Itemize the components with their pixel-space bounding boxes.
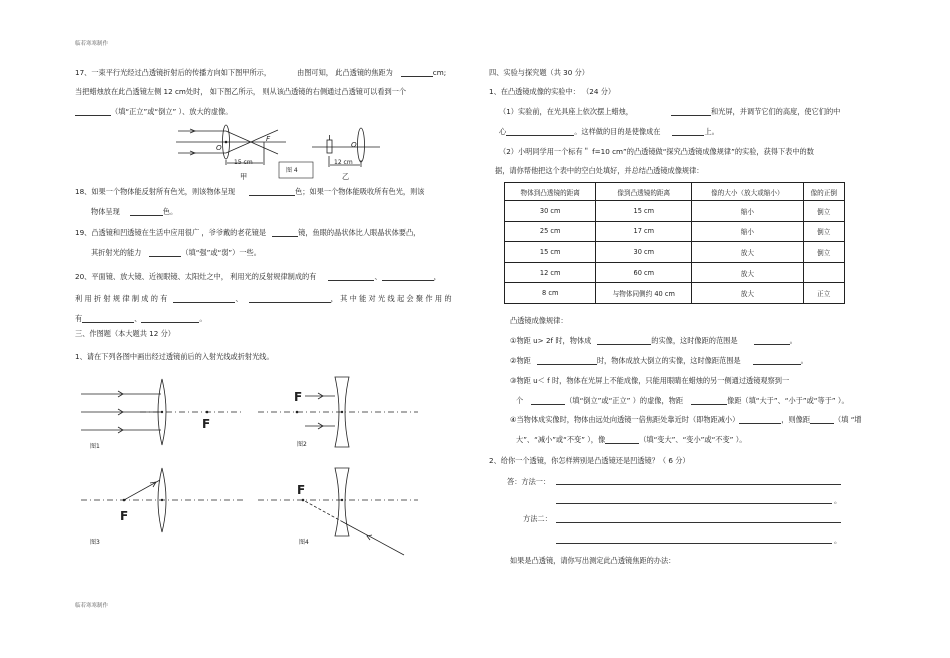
answer-blank[interactable] bbox=[810, 416, 834, 424]
q18-text-b: 色；如果一个物体能吸收所有色光，则该 bbox=[295, 187, 425, 196]
fig4-caption: 图4 bbox=[299, 539, 309, 546]
q20-text-d: 有 bbox=[75, 314, 83, 323]
q2-title: 2、给你一个透镜，你怎样辨别是凸透镜还是凹透镜？（ 6 分） bbox=[489, 456, 690, 465]
table-cell: 与物体同侧约 40 cm bbox=[596, 283, 692, 304]
q17-text: 17、一束平行光经过凸透镜折射后的传播方向如下图甲所示， bbox=[75, 68, 272, 77]
law-4 bbox=[510, 415, 862, 424]
answer-blank[interactable] bbox=[672, 128, 704, 136]
table-cell: 30 cm bbox=[505, 201, 596, 222]
law-2-text: ②物距 bbox=[510, 356, 531, 365]
fig1-caption: 图1 bbox=[90, 443, 100, 450]
table-cell: 倒立 bbox=[803, 201, 844, 222]
fig2-caption: 图2 bbox=[297, 441, 307, 448]
method1-line1[interactable] bbox=[556, 484, 841, 485]
method1-period: 。 bbox=[834, 496, 842, 505]
q19-line1 bbox=[75, 228, 420, 237]
table-cell: 放大 bbox=[692, 283, 803, 304]
answer-blank[interactable] bbox=[130, 208, 163, 216]
fig2-label-F: F bbox=[294, 390, 303, 404]
q20-text-c: ， 其 中 能 对 光 线 起 会 聚 作 用 的 bbox=[330, 294, 452, 303]
q20-text: 20、平面镜、放大镜、近视眼镜、太阳灶之中， 利用光的反射规律制成的有 bbox=[75, 272, 317, 281]
answer-blank[interactable] bbox=[671, 108, 711, 116]
q19-text: 19、凸透镜和凹透镜在生活中应用很广 ，爷爷戴的老花镜是 bbox=[75, 228, 267, 237]
label-12cm: 12 cm bbox=[334, 159, 353, 166]
table-cell: 8 cm bbox=[505, 283, 596, 304]
exp1-step2: （2）小明同学用一个标有＂ f=10 cm”的凸透镜做“探究凸透镜成像规律”的实验，获得下表中的数 bbox=[499, 147, 814, 156]
table-cell: 25 cm bbox=[505, 221, 596, 242]
answer-blank[interactable] bbox=[82, 315, 134, 323]
answer-blank[interactable] bbox=[249, 295, 331, 303]
table-header-row bbox=[505, 183, 845, 201]
table-cell: 15 cm bbox=[596, 201, 692, 222]
law-1-text-b: 的实像，这时像距的范围是 bbox=[651, 336, 738, 345]
fig3-label-F: F bbox=[120, 509, 129, 523]
q20-line3: 有 、 。 bbox=[75, 314, 207, 323]
law-3-text-c: 像距（填“大于”、“小于”或“等于” ）。 bbox=[727, 396, 849, 405]
q17-text-c: （填“正立”或“倒立” ）、放大的虚像。 bbox=[111, 107, 233, 116]
last-question: 如果是凸透镜，请你写出测定此凸透镜焦距的办法： bbox=[510, 556, 676, 565]
q18-text: 18、如果一个物体能反射所有色光，则该物体呈现 bbox=[75, 187, 236, 196]
table-cell: 缩小 bbox=[692, 221, 803, 242]
answer-blank[interactable] bbox=[531, 397, 565, 405]
q19-text-c: 其折射光的能力 bbox=[91, 248, 142, 257]
law-1-text-c: 。 bbox=[789, 336, 797, 345]
table-cell: 30 cm bbox=[596, 242, 692, 263]
q18-line2 bbox=[91, 207, 177, 216]
label-jia: 甲 bbox=[240, 172, 248, 181]
answer-blank[interactable] bbox=[382, 273, 434, 281]
exp1-text-c: 心 bbox=[499, 127, 507, 136]
method2-label: 方法二： bbox=[523, 514, 552, 523]
table-header: 像的正倒 bbox=[803, 183, 844, 201]
draw-question: 1、请在下列各图中画出经过透镜前后的入射光线或折射光线。 bbox=[75, 352, 274, 361]
table-row bbox=[505, 201, 845, 222]
law-1-text: ①物距 u> 2f 时，物体成 bbox=[510, 336, 592, 345]
table-row bbox=[505, 262, 845, 283]
law-4-text: ④当物体成实像时，物体由远处向透镜一倍焦距处靠近时（即物距减小） bbox=[510, 415, 740, 424]
answer-blank[interactable] bbox=[597, 337, 651, 345]
q18-text-d: 色。 bbox=[162, 207, 178, 216]
law-3-text-b: （填“倒立”或“正立” ）的虚像，物距 bbox=[565, 396, 684, 405]
law-4-text-b: ，则像距 bbox=[781, 415, 811, 424]
table-cell: 17 cm bbox=[596, 221, 692, 242]
label-O-yi: O bbox=[351, 140, 357, 149]
law-4-cont bbox=[516, 435, 746, 444]
answer-blank[interactable] bbox=[272, 229, 298, 237]
label-fig4: 图 4 bbox=[286, 167, 298, 174]
law-4-text-c: （填 “增 bbox=[834, 415, 862, 424]
answer-blank[interactable] bbox=[249, 188, 295, 196]
fig3-caption: 图3 bbox=[90, 539, 100, 546]
figure-2 bbox=[258, 377, 418, 447]
table-cell: 缩小 bbox=[692, 201, 803, 222]
q20-text-b: 利 用 折 射 规 律 制 成 的 有 bbox=[75, 294, 168, 303]
law-4-text-e: （填“变大”、“变小”或“不变” ）。 bbox=[639, 435, 747, 444]
q20-sep: 、 bbox=[374, 272, 382, 281]
table-cell-empty[interactable] bbox=[803, 262, 844, 283]
q19-line2 bbox=[91, 248, 261, 257]
answer-blank[interactable] bbox=[149, 249, 181, 257]
table-header: 物体到凸透镜的距离 bbox=[505, 183, 596, 201]
exp1-text: （1）实验前，在光具座上依次摆上蜡烛， bbox=[499, 107, 633, 116]
fig4-label-F: F bbox=[297, 483, 306, 497]
label-yi: 乙 bbox=[342, 172, 350, 181]
label-F: F bbox=[266, 134, 271, 143]
law-1 bbox=[510, 336, 797, 345]
table-cell: 15 cm bbox=[505, 242, 596, 263]
section4-title: 四、实验与探究题（共 30 分） bbox=[489, 68, 589, 77]
page-footer: 临若寒寒制作 bbox=[75, 603, 109, 609]
table-row bbox=[505, 221, 845, 242]
exp1-step1 bbox=[499, 107, 840, 116]
method2-line2[interactable] bbox=[556, 543, 832, 544]
answer-blank[interactable] bbox=[754, 337, 790, 345]
answer-blank[interactable] bbox=[605, 436, 639, 444]
table-header: 像的大小（放大或缩小） bbox=[692, 183, 803, 201]
q17-line2: 当把蜡烛放在此凸透镜左侧 12 cm处时， 如下图乙所示， 则从该凸透镜的右侧通过凸透镜可以看到一个 bbox=[75, 87, 407, 96]
table-cell: 放大 bbox=[692, 242, 803, 263]
table-cell: 倒立 bbox=[803, 221, 844, 242]
answer-blank[interactable] bbox=[506, 128, 574, 136]
q20-sep2: 、 bbox=[235, 294, 243, 303]
answer-blank[interactable] bbox=[753, 357, 801, 365]
data-table bbox=[504, 182, 845, 304]
q18-text-c: 物体呈现 bbox=[91, 207, 120, 216]
section3-title: 三、作图题（本大题共 12 分） bbox=[75, 329, 175, 338]
method1-line2[interactable] bbox=[556, 503, 832, 504]
q17-text-b: 由图可知， 此凸透镜的焦距为 bbox=[297, 68, 393, 77]
q19-text-b: 镜，鱼眼的晶状体比人眼晶状体要凸， bbox=[298, 228, 421, 237]
answer-blank[interactable] bbox=[328, 273, 374, 281]
fig1-label-F: F bbox=[202, 417, 211, 431]
q20-line2 bbox=[75, 294, 452, 303]
table-header: 像到凸透镜的距离 bbox=[596, 183, 692, 201]
answer-blank[interactable] bbox=[739, 416, 781, 424]
answer-blank[interactable] bbox=[141, 315, 199, 323]
page-header: 临若寒寒制作 bbox=[75, 41, 109, 47]
figure-4 bbox=[258, 468, 418, 555]
table-cell: 60 cm bbox=[596, 262, 692, 283]
table-cell: 放大 bbox=[692, 262, 803, 283]
law-2-text-b: 时，物体成放大倒立的实像，这时像距范围是 bbox=[596, 356, 741, 365]
law-2-text-c: 。 bbox=[800, 356, 808, 365]
answer-blank[interactable] bbox=[173, 295, 235, 303]
label-15cm: 15 cm bbox=[234, 159, 253, 166]
method2-line1[interactable] bbox=[556, 522, 841, 523]
method2-period: 。 bbox=[834, 536, 842, 545]
exp1-text-b: 和光屏，并调节它们的高度，使它们的中 bbox=[710, 107, 841, 116]
exp1-title: 1、在凸透镜成像的实验中： （24 分） bbox=[489, 87, 616, 96]
method1-label: 答：方法一： bbox=[507, 477, 551, 486]
law-title: 凸透镜成像规律： bbox=[510, 316, 568, 325]
table-row bbox=[505, 283, 845, 304]
answer-blank[interactable] bbox=[537, 357, 597, 365]
q19-text-d: （填“强”或“弱”）一些。 bbox=[181, 248, 261, 257]
label-O-jia: O bbox=[216, 143, 222, 152]
exp1-step1-cont bbox=[499, 127, 719, 136]
law-2 bbox=[510, 356, 808, 365]
q20-line1: 20、平面镜、放大镜、近视眼镜、太阳灶之中， 利用光的反射规律制成的有 、 ， bbox=[75, 272, 441, 281]
table-cell: 正立 bbox=[803, 283, 844, 304]
law-3-text: 个 bbox=[516, 396, 524, 405]
answer-blank[interactable] bbox=[691, 397, 727, 405]
exp1-step2-cont: 据，请你帮他把这个表中的空白处填好，并总结凸透镜成像规律： bbox=[495, 166, 704, 175]
law-3-cont bbox=[516, 396, 849, 405]
table-row bbox=[505, 242, 845, 263]
q20-sep3: 、 bbox=[134, 314, 142, 323]
law-4-text-d: 大”、“减小”或“不变” ），像 bbox=[516, 435, 606, 444]
exp1-text-e: 上。 bbox=[704, 127, 719, 136]
exp1-text-d: 。这样做的目的是使像成在 bbox=[574, 127, 661, 136]
table-cell: 倒立 bbox=[803, 242, 844, 263]
q18-line1 bbox=[75, 187, 424, 196]
law-3: ③物距 u＜ f 时，物体在光屏上不能成像，只能用眼睛在蜡烛的另一侧通过透镜观察到一 bbox=[510, 376, 790, 385]
table-cell: 12 cm bbox=[505, 262, 596, 283]
q17-unit: cm; bbox=[432, 68, 447, 77]
